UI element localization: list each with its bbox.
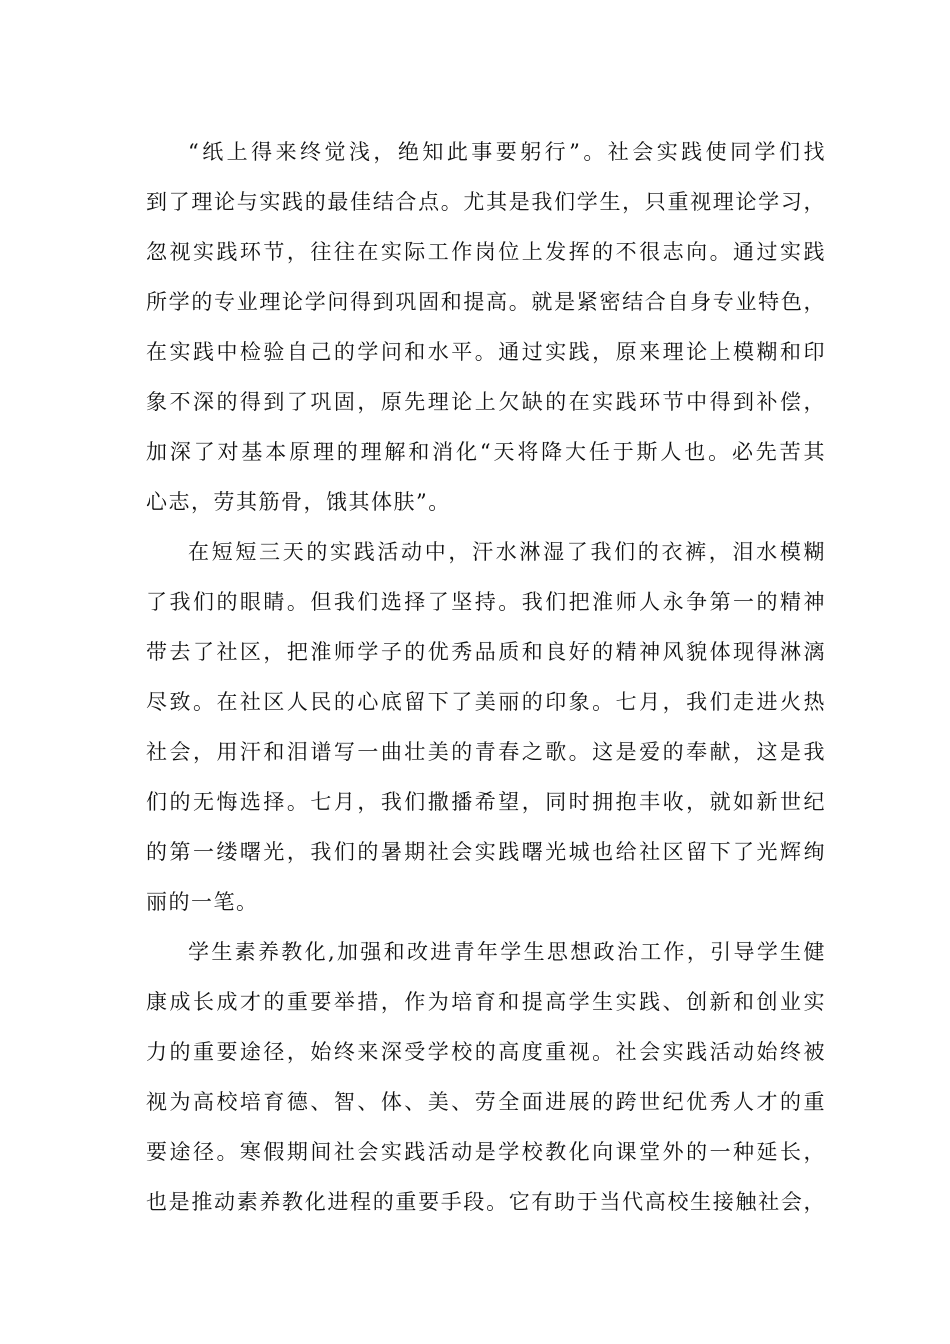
paragraph-2-line-7: 的第一缕曙光，我们的暑期社会实践曙光城也给社区留下了光辉绚 — [146, 840, 826, 864]
paragraph-2-line-2: 了我们的眼睛。但我们选择了坚持。我们把淮师人永争第一的精神 — [146, 590, 826, 614]
paragraph-2-line-3: 带去了社区，把淮师学子的优秀品质和良好的精神风貌体现得淋漓 — [146, 640, 826, 664]
paragraph-1-line-2: 到了理论与实践的最佳结合点。尤其是我们学生，只重视理论学习， — [146, 190, 826, 214]
paragraph-1-line-7: 加深了对基本原理的理解和消化“天将降大任于斯人也。必先苦其 — [146, 440, 826, 464]
paragraph-1-line-5: 在实践中检验自己的学问和水平。通过实践，原来理论上模糊和印 — [146, 340, 826, 364]
paragraph-2-line-6: 们的无悔选择。七月，我们撒播希望，同时拥抱丰收，就如新世纪 — [146, 790, 826, 814]
paragraph-1-line-1: “纸上得来终觉浅，绝知此事要躬行”。社会实践使同学们找 — [188, 140, 826, 164]
paragraph-1-line-4: 所学的专业理论学问得到巩固和提高。就是紧密结合自身专业特色， — [146, 290, 826, 314]
paragraph-2-line-8: 丽的一笔。 — [146, 890, 259, 914]
paragraph-3-line-1: 学生素养教化,加强和改进青年学生思想政治工作，引导学生健 — [188, 940, 826, 964]
paragraph-2-line-4: 尽致。在社区人民的心底留下了美丽的印象。七月，我们走进火热 — [146, 690, 826, 714]
paragraph-2-line-1: 在短短三天的实践活动中，汗水淋湿了我们的衣裤，泪水模糊 — [188, 540, 826, 564]
paragraph-3-line-5: 要途径。寒假期间社会实践活动是学校教化向课堂外的一种延长， — [146, 1140, 826, 1164]
paragraph-3-line-2: 康成长成才的重要举措，作为培育和提高学生实践、创新和创业实 — [146, 990, 826, 1014]
paragraph-3-line-3: 力的重要途径，始终来深受学校的高度重视。社会实践活动始终被 — [146, 1040, 826, 1064]
paragraph-1-line-3: 忽视实践环节，往往在实际工作岗位上发挥的不很志向。通过实践 — [146, 240, 826, 264]
paragraph-3-line-6: 也是推动素养教化进程的重要手段。它有助于当代高校生接触社会， — [146, 1190, 826, 1214]
paragraph-3-line-4: 视为高校培育德、智、体、美、劳全面进展的跨世纪优秀人才的重 — [146, 1090, 826, 1114]
paragraph-1-line-6: 象不深的得到了巩固，原先理论上欠缺的在实践环节中得到补偿， — [146, 390, 826, 414]
paragraph-2-line-5: 社会，用汗和泪谱写一曲壮美的青春之歌。这是爱的奉献，这是我 — [146, 740, 826, 764]
paragraph-1-line-8: 心志，劳其筋骨，饿其体肤”。 — [146, 490, 451, 514]
